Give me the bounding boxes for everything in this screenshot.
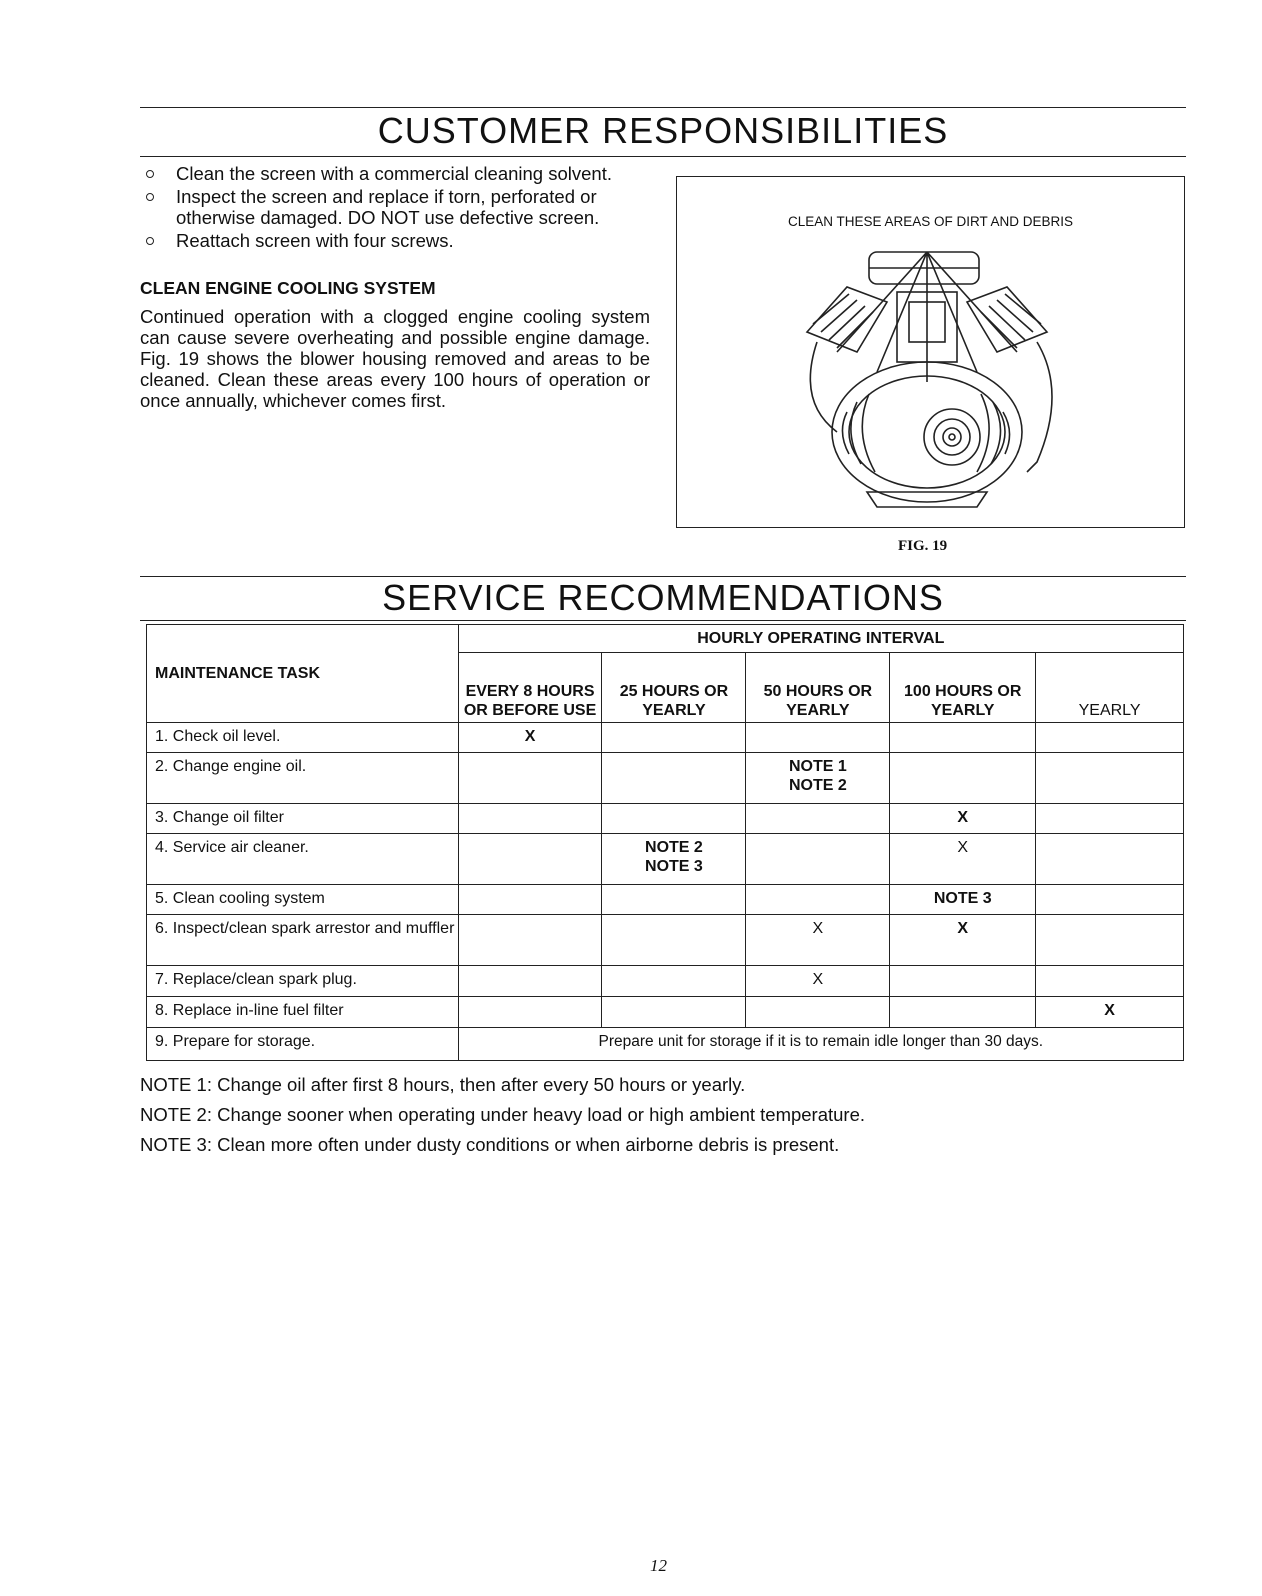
interval-cell xyxy=(458,966,602,997)
interval-cell xyxy=(1036,966,1184,997)
interval-cell xyxy=(458,753,602,804)
service-underline-rule xyxy=(140,620,1186,621)
interval-cell xyxy=(890,753,1036,804)
cooling-system-heading: CLEAN ENGINE COOLING SYSTEM xyxy=(140,278,436,298)
table-row xyxy=(147,966,1184,997)
interval-cell xyxy=(1036,915,1184,966)
note-item: NOTE 2: Change sooner when operating under heavy load or high ambient temperature. xyxy=(140,1104,866,1125)
table-row xyxy=(147,997,1184,1028)
interval-cell xyxy=(746,834,890,885)
interval-cell xyxy=(602,804,746,834)
interval-cell xyxy=(1036,885,1184,915)
cleaning-steps-list xyxy=(146,163,656,253)
storage-instruction-cell: Prepare unit for storage if it is to remain idle longer than 30 days. xyxy=(458,1028,1183,1061)
interval-cell xyxy=(1036,723,1184,753)
column-header: 25 HOURS OR YEARLY xyxy=(602,653,746,723)
table-row xyxy=(147,753,1184,804)
interval-cell xyxy=(1036,753,1184,804)
note-item: NOTE 3: Clean more often under dusty conditions or when airborne debris is present. xyxy=(140,1134,840,1155)
bullet-icon xyxy=(146,170,154,178)
list-item: Reattach screen with four screws. xyxy=(146,230,656,251)
interval-cell xyxy=(602,723,746,753)
cooling-system-paragraph: Continued operation with a clogged engine cooling system can cause severe overheating and possible engine damage. Fig. 19 shows the blower housing removed and areas to be cleaned. Clean these areas every 100 hours of operation or once annually, whichever comes first. xyxy=(140,306,650,411)
interval-cell xyxy=(1036,834,1184,885)
task-cell: 9. Prepare for storage. xyxy=(147,1028,459,1061)
interval-cell xyxy=(890,966,1036,997)
customer-responsibilities-title: CUSTOMER RESPONSIBILITIES xyxy=(377,110,949,151)
task-cell: 7. Replace/clean spark plug. xyxy=(147,966,459,997)
interval-cell xyxy=(890,723,1036,753)
interval-cell: X xyxy=(890,804,1036,834)
table-row xyxy=(147,915,1184,966)
interval-cell: NOTE 1 NOTE 2 xyxy=(746,753,890,804)
task-cell: 2. Change engine oil. xyxy=(147,753,459,804)
table-row xyxy=(147,1028,1184,1061)
interval-cell: X xyxy=(890,834,1036,885)
table-row xyxy=(147,885,1184,915)
page-number: 12 xyxy=(650,1556,667,1575)
task-cell: 4. Service air cleaner. xyxy=(147,834,459,885)
top-rule xyxy=(140,107,1186,108)
column-header: YEARLY xyxy=(1036,653,1184,723)
figure-label: FIG. 19 xyxy=(898,538,948,554)
interval-cell: X xyxy=(746,966,890,997)
interval-cell xyxy=(602,885,746,915)
interval-cell xyxy=(602,997,746,1028)
interval-cell: X xyxy=(458,723,602,753)
interval-cell xyxy=(890,997,1036,1028)
list-item: Inspect the screen and replace if torn, perforated or otherwise damaged. DO NOT use defective screen. xyxy=(146,186,656,228)
title-underline-rule xyxy=(140,156,1186,157)
task-cell: 5. Clean cooling system xyxy=(147,885,459,915)
notes-list xyxy=(140,1074,865,1164)
interval-cell: NOTE 3 xyxy=(890,885,1036,915)
interval-cell xyxy=(602,915,746,966)
service-recommendations-title: SERVICE RECOMMENDATIONS xyxy=(382,577,944,618)
list-item: Clean the screen with a commercial cleaning solvent. xyxy=(146,163,656,184)
table-row xyxy=(147,804,1184,834)
figure-19-box xyxy=(676,176,1185,528)
column-header: 50 HOURS OR YEARLY xyxy=(746,653,890,723)
interval-cell: NOTE 2 NOTE 3 xyxy=(602,834,746,885)
task-cell: 6. Inspect/clean spark arrestor and muffler xyxy=(147,915,459,966)
interval-cell xyxy=(602,753,746,804)
interval-cell xyxy=(458,804,602,834)
interval-cell xyxy=(602,966,746,997)
engine-illustration xyxy=(777,232,1077,512)
table-row xyxy=(147,834,1184,885)
interval-header: HOURLY OPERATING INTERVAL xyxy=(458,625,1183,653)
interval-cell xyxy=(746,723,890,753)
task-cell: 3. Change oil filter xyxy=(147,804,459,834)
note-item: NOTE 1: Change oil after first 8 hours, then after every 50 hours or yearly. xyxy=(140,1074,746,1095)
interval-cell xyxy=(746,804,890,834)
bullet-icon xyxy=(146,237,154,245)
figure-caption: CLEAN THESE AREAS OF DIRT AND DEBRIS xyxy=(787,214,1074,229)
interval-cell: X xyxy=(1036,997,1184,1028)
interval-cell xyxy=(458,834,602,885)
task-cell: 8. Replace in-line fuel filter xyxy=(147,997,459,1028)
interval-cell: X xyxy=(746,915,890,966)
column-header: EVERY 8 HOURS OR BEFORE USE xyxy=(458,653,602,723)
interval-cell xyxy=(746,997,890,1028)
task-cell: 1. Check oil level. xyxy=(147,723,459,753)
table-row xyxy=(147,723,1184,753)
service-schedule-table xyxy=(146,624,1184,1061)
maintenance-task-header: MAINTENANCE TASK xyxy=(147,625,459,723)
bullet-icon xyxy=(146,193,154,201)
interval-cell xyxy=(746,885,890,915)
interval-cell xyxy=(1036,804,1184,834)
interval-cell xyxy=(458,885,602,915)
interval-cell: X xyxy=(890,915,1036,966)
column-header: 100 HOURS OR YEARLY xyxy=(890,653,1036,723)
interval-cell xyxy=(458,915,602,966)
interval-cell xyxy=(458,997,602,1028)
